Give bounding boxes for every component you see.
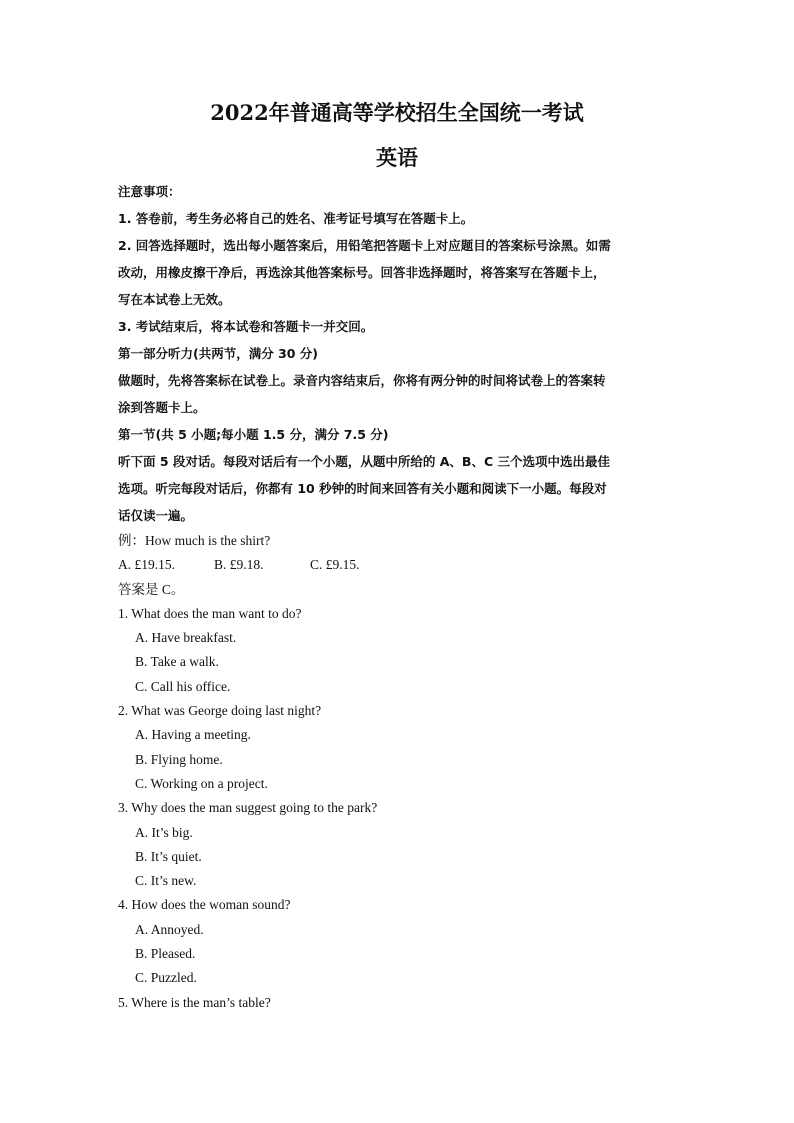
option: C. Puzzled. [135, 970, 197, 986]
option: B. Flying home. [135, 751, 223, 767]
part1-intro-line: 做题时，先将答案标在试卷上。录音内容结束后，你将有两分钟的时间将试卷上的答案转 [118, 373, 606, 388]
example-answer: 答案是 C。 [118, 581, 185, 597]
notice-line: 改动，用橡皮擦干净后，再选涂其他答案标号。回答非选择题时，将答案写在答题卡上， [118, 265, 606, 280]
notice-heading: 注意事项： [118, 184, 181, 199]
option: C. Call his office. [135, 678, 231, 694]
section1-intro-line: 听下面 5 段对话。每段对话后有一个小题，从题中所给的 A、B、C 三个选项中选出最佳 [118, 454, 610, 469]
option: A. Annoyed. [135, 921, 204, 937]
question: 1. What does the man want to do? [118, 605, 302, 621]
section1-intro-line: 话仅读一遍。 [118, 508, 194, 523]
option: C. It’s new. [135, 873, 197, 889]
question: 2. What was George doing last night? [118, 703, 322, 719]
example-option: A. £19.15. [118, 557, 175, 573]
example-question: 例：How much is the shirt? [118, 533, 271, 548]
option: A. Have breakfast. [135, 630, 237, 646]
notice-line: 3. 考试结束后，将本试卷和答题卡一并交回。 [118, 319, 374, 334]
notice-line: 2. 回答选择题时，选出每小题答案后，用铅笔把答题卡上对应题目的答案标号涂黑。如需 [118, 238, 611, 253]
example-option: C. £9.15. [310, 557, 360, 573]
section1-heading: 第一节(共 5 小题;每小题 1.5 分，满分 7.5 分) [118, 427, 389, 442]
notice-line: 1. 答卷前，考生务必将自己的姓名、准考证号填写在答题卡上。 [118, 211, 474, 226]
option: B. Take a walk. [135, 654, 219, 670]
part1-heading: 第一部分听力(共两节，满分 30 分) [118, 346, 319, 361]
option: B. It’s quiet. [135, 848, 202, 864]
part1-intro-line: 涂到答题卡上。 [118, 400, 206, 415]
example-options [118, 553, 678, 577]
subject-title: 英语 [376, 145, 418, 170]
option: B. Pleased. [135, 946, 196, 962]
exam-content [118, 178, 678, 1015]
example-option: B. £9.18. [214, 557, 264, 573]
option: A. Having a meeting. [135, 727, 251, 743]
option: C. Working on a project. [135, 775, 268, 791]
question: 4. How does the woman sound? [118, 897, 291, 913]
exam-title: 2022年普通高等学校招生全国统一考试 [210, 100, 584, 125]
question: 3. Why does the man suggest going to the park? [118, 800, 378, 816]
notice-line: 写在本试卷上无效。 [118, 292, 231, 307]
option: A. It’s big. [135, 824, 193, 840]
section1-intro-line: 选项。听完每段对话后，你都有 10 秒钟的时间来回答有关小题和阅读下一小题。每段对 [118, 481, 607, 496]
question: 5. Where is the man’s table? [118, 994, 271, 1010]
